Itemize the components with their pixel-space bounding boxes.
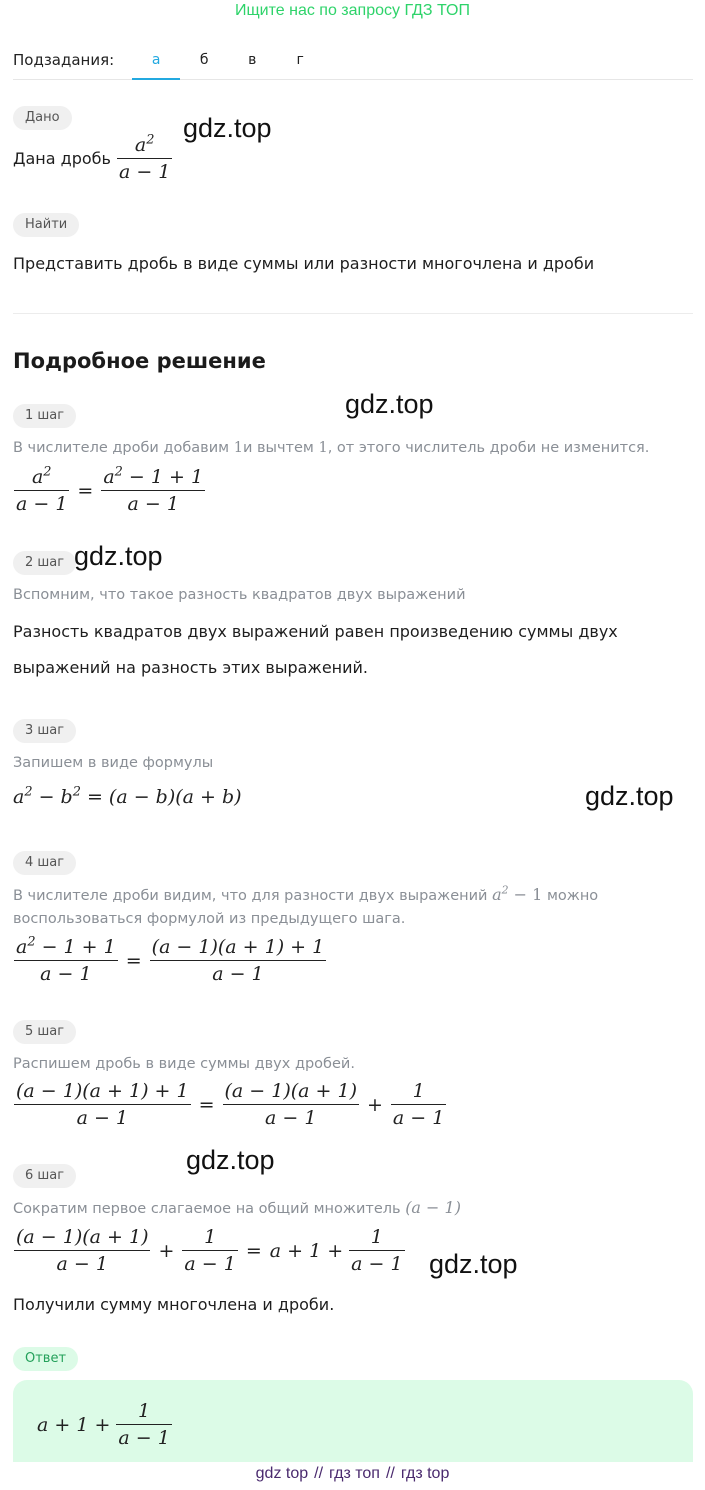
step-5-grey: Распишем дробь в виде суммы двух дробей.	[13, 1056, 355, 1072]
find-text: Представить дробь в виде суммы или разности многочлена и дроби	[13, 254, 595, 273]
step-6-fraction-3: $\frac{1}{a - 1}$	[351, 1226, 403, 1276]
answer-box	[13, 1380, 693, 1462]
step-2-line-1: Разность квадратов двух выражений равен произведению суммы двух	[13, 622, 618, 641]
given-statement	[13, 134, 172, 183]
step-5-pill: 5 шаг	[13, 1020, 76, 1044]
watermark: gdz.top	[585, 781, 674, 811]
find-pill: Найти	[13, 213, 79, 237]
step-4-pill: 4 шаг	[13, 851, 76, 875]
subtasks-tabs	[13, 48, 693, 80]
step-5-fraction-3: $\frac{1}{a - 1}$	[392, 1080, 445, 1130]
given-text: Дана дробь	[13, 148, 111, 168]
tab-g[interactable]: г	[296, 52, 304, 68]
step-4-lhs-fraction: $\frac{a^2 - 1 + 1}{a - 1}$	[16, 934, 116, 986]
answer-expression: a + 1 + $\frac{1}{a - 1}$	[37, 1400, 170, 1450]
watermark: gdz.top	[183, 113, 272, 143]
tab-v[interactable]: в	[248, 52, 257, 68]
step-1-rhs-fraction: $\frac{a^2 - 1 + 1}{a - 1}$	[103, 464, 204, 516]
watermark: gdz.top	[74, 541, 163, 571]
footer-link-gdz-top[interactable]: gdz top	[255, 1465, 309, 1482]
step-1-equation: $\frac{a^2}{a - 1}$ = $\frac{a^2 - 1 + 1}{a - 1}$	[16, 464, 204, 516]
step-2-pill: 2 шаг	[13, 551, 76, 575]
tab-b[interactable]: б	[199, 52, 209, 68]
step-1-lhs-fraction: $\frac{a^2}{a - 1}$	[16, 464, 68, 516]
given-pill: Дано	[13, 106, 72, 130]
watermark: gdz.top	[345, 389, 434, 419]
step-6-fraction-2: $\frac{1}{a - 1}$	[184, 1226, 236, 1276]
footer-link-gdz-top-mixed[interactable]: гдз top	[400, 1465, 450, 1482]
watermark: gdz.top	[186, 1145, 275, 1175]
solution-title: Подробное решение	[13, 349, 266, 373]
step-2-line-2: выражений на разность этих выражений.	[13, 658, 369, 677]
step-3-formula: $a^2 - b^2 = (a - b)(a + b)$	[13, 784, 242, 808]
step-4-rhs-fraction: $\frac{(a - 1)(a + 1) + 1}{a - 1}$	[151, 936, 325, 986]
search-banner: Ищите нас по запросу ГДЗ ТОП	[235, 2, 470, 19]
step-5-fraction-1: $\frac{(a - 1)(a + 1) + 1}{a - 1}$	[16, 1080, 189, 1130]
step-4-grey-line-2: воспользоваться формулой из предыдущего шага.	[13, 911, 406, 927]
tab-a[interactable]: а	[132, 48, 180, 80]
footer-link-gdz-top-ru[interactable]: гдз топ	[329, 1465, 380, 1482]
step-4-equation: $\frac{a^2 - 1 + 1}{a - 1}$ = $\frac{(a - 1)(a + 1) + 1}{a - 1}$	[16, 934, 325, 986]
step-6-result-text: Получили сумму многочлена и дроби.	[13, 1295, 335, 1314]
footer-links: gdz top // гдз топ // гдз top	[255, 1465, 450, 1482]
section-divider	[13, 313, 693, 314]
subtasks-label: Подзадания:	[13, 51, 115, 69]
step-1-text: В числителе дроби добавим 1и вычтем 1, от этого числитель дроби не изменится.	[13, 440, 650, 456]
watermark: gdz.top	[429, 1249, 518, 1279]
step-5-fraction-2: $\frac{(a - 1)(a + 1)}{a - 1}$	[224, 1080, 357, 1130]
answer-pill: Ответ	[13, 1347, 78, 1371]
step-3-pill: 3 шаг	[13, 719, 76, 743]
step-6-grey: Сократим первое слагаемое на общий множитель (a − 1)	[13, 1198, 461, 1217]
given-fraction: $\frac{a^2}{a - 1}$	[118, 132, 171, 184]
step-4-grey-line-1: В числителе дроби видим, что для разности двух выражений $a^2 - 1$ можно	[13, 883, 599, 904]
step-5-equation: $\frac{(a - 1)(a + 1) + 1}{a - 1}$ = $\frac{(a - 1)(a + 1)}{a - 1}$ + $\frac{1}{a - 1}$	[16, 1080, 445, 1130]
step-6-equation: $\frac{(a - 1)(a + 1)}{a - 1}$ + $\frac{1}{a - 1}$ = a + 1 + $\frac{1}{a - 1}$	[16, 1226, 403, 1276]
step-6-pill: 6 шаг	[13, 1164, 76, 1188]
step-6-fraction-1: $\frac{(a - 1)(a + 1)}{a - 1}$	[16, 1226, 149, 1276]
step-2-grey: Вспомним, что такое разность квадратов двух выражений	[13, 587, 466, 603]
answer-fraction: $\frac{1}{a - 1}$	[118, 1400, 170, 1450]
step-1-pill: 1 шаг	[13, 404, 76, 428]
step-3-grey: Запишем в виде формулы	[13, 755, 214, 771]
